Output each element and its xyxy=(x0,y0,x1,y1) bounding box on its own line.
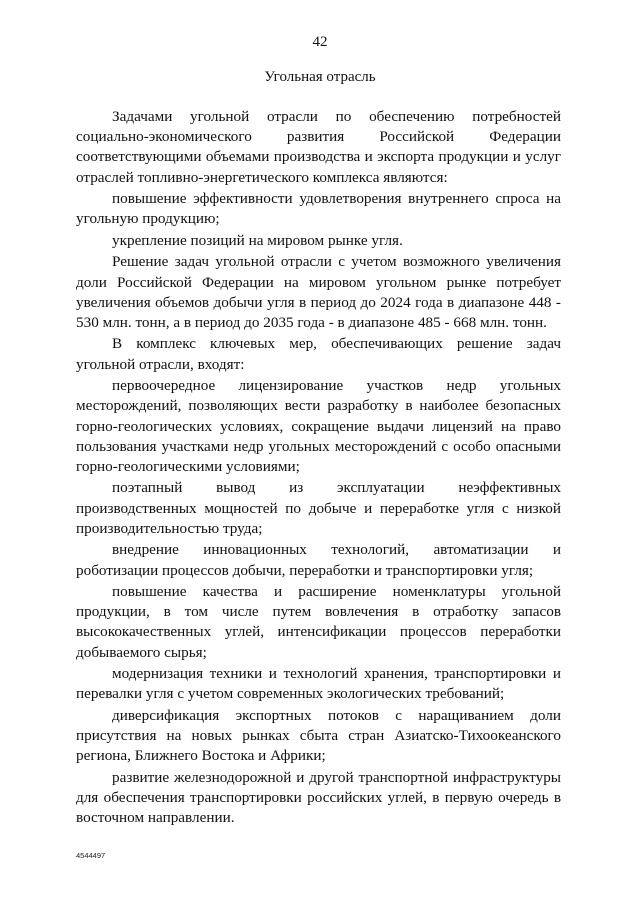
paragraph: развитие железнодорожной и другой транспортной инфраструктуры для обеспечения транспортировки российских углей, в первую очередь в восточном направлении. xyxy=(76,768,561,827)
paragraph: внедрение инновационных технологий, автоматизации и роботизации процессов добычи, переработки и транспортировки угля; xyxy=(76,541,561,579)
paragraph: Решение задач угольной отрасли с учетом возможного увеличения доли Российской Федерации на мировом угольном рынке потребует увеличения объемов добычи угля в период до 2024 года в диапазоне 448 - 530 млн. тонн, а в период до 2035 года - в диапазоне 485 - 668 млн. тонн. xyxy=(76,253,561,331)
paragraph: повышение эффективности удовлетворения внутреннего спроса на угольную продукцию; xyxy=(76,190,561,228)
paragraph: В комплекс ключевых мер, обеспечивающих решение задач угольной отрасли, входят: xyxy=(76,335,561,373)
paragraph: укрепление позиций на мировом рынке угля. xyxy=(112,231,403,249)
document-body xyxy=(76,107,561,830)
paragraph: Задачами угольной отрасли по обеспечению потребностей социально-экономического развития Российской Федерации соответствующими объемами производства и экспорта продукции и услуг отраслей топливно-энергетического комплекса являются: xyxy=(76,108,561,186)
paragraph: первоочередное лицензирование участков недр угольных месторождений, позволяющих вести разработку в наиболее безопасных горно-геологических условиях, сокращение выдачи лицензий на право пользования участками недр угольных месторождений с особо опасными горно-геологическими условиями; xyxy=(76,377,561,475)
paragraph: модернизация техники и технологий хранения, транспортировки и перевалки угля с учетом современных экологических требований; xyxy=(76,665,561,703)
document-id: 4544497 xyxy=(76,851,106,860)
paragraph: диверсификация экспортных потоков с наращиванием доли присутствия на новых рынках сбыта стран Азиатско-Тихоокеанского региона, Ближнего Востока и Африки; xyxy=(76,706,561,765)
paragraph: поэтапный вывод из эксплуатации неэффективных производственных мощностей по добыче и переработке угля с низкой производительностью труда; xyxy=(76,479,561,537)
section-title: Угольная отрасль xyxy=(264,69,376,85)
page-number: 42 xyxy=(312,34,328,50)
paragraph: повышение качества и расширение номенклатуры угольной продукции, в том числе путем вовлечения в отработку запасов высококачественных углей, интенсификации процессов переработки добываемого сырья; xyxy=(76,583,561,661)
